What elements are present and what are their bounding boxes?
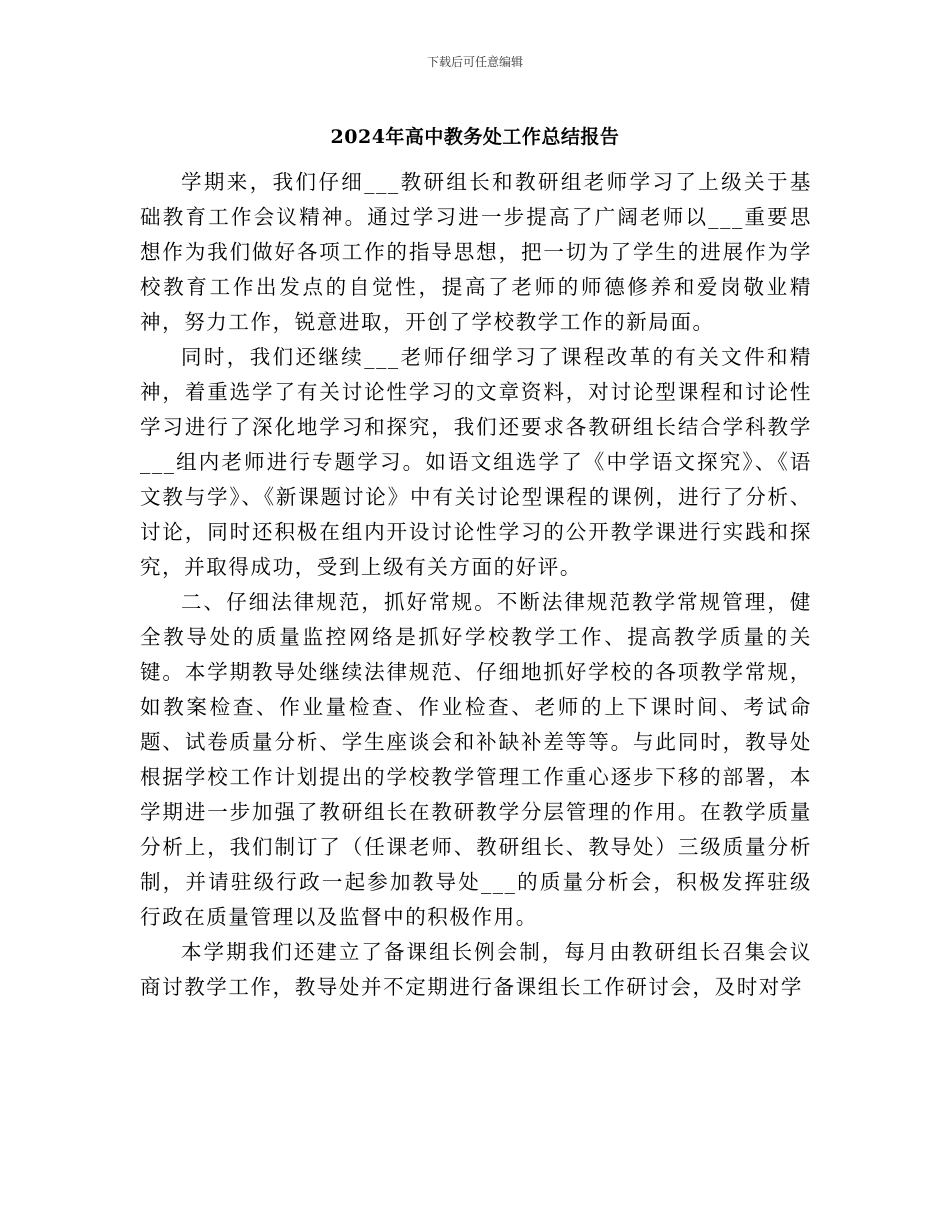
paragraph: 学期来，我们仔细___教研组长和教研组老师学习了上级关于基础教育工作会议精神。通过学习进一步提高了广阔老师以___重要思想作为我们做好各项工作的指导思想，把一切为了学生的进展作为学校教育工作出发点的自觉性，提高了老师的师德修养和爱岗敬业精神，努力工作，锐意进取，开创了学校教学工作的新局面。 xyxy=(140,170,812,334)
paragraph: 二、仔细法律规范，抓好常规。不断法律规范教学常规管理，健全教导处的质量监控网络是抓好学校教学工作、提高教学质量的关键。本学期教导处继续法律规范、仔细地抓好学校的各项教学常规，如教案检查、作业量检查、作业检查、老师的上下课时间、考试命题、试卷质量分析、学生座谈会和补缺补差等等。与此同时，教导处根据学校工作计划提出的学校教学管理工作重心逐步下移的部署，本学期进一步加强了教研组长在教研教学分层管理的作用。在教学质量分析上，我们制订了（任课老师、教研组长、教导处）三级质量分析制，并请驻级行政一起参加教导处___的质量分析会，积极发挥驻级行政在质量管理以及监督中的积极作用。 xyxy=(140,590,812,929)
paragraph: 同时，我们还继续___老师仔细学习了课程改革的有关文件和精神，着重选学了有关讨论性学习的文章资料，对讨论型课程和讨论性学习进行了深化地学习和探究，我们还要求各教研组长结合学科教学___组内老师进行专题学习。如语文组选学了《中学语文探究》、《语文教与学》、《新课题讨论》中有关讨论型课程的课例，进行了分析、讨论，同时还积极在组内开设讨论性学习的公开教学课进行实践和探究，并取得成功，受到上级有关方面的好评。 xyxy=(140,345,812,579)
document-body xyxy=(140,165,812,1005)
paragraph: 本学期我们还建立了备课组长例会制，每月由教研组长召集会议商讨教学工作，教导处并不定期进行备课组长工作研讨会，及时对学 xyxy=(140,940,812,999)
header-note: 下载后可任意编辑 xyxy=(426,55,523,69)
document-title: 2024年高中教务处工作总结报告 xyxy=(330,126,620,148)
